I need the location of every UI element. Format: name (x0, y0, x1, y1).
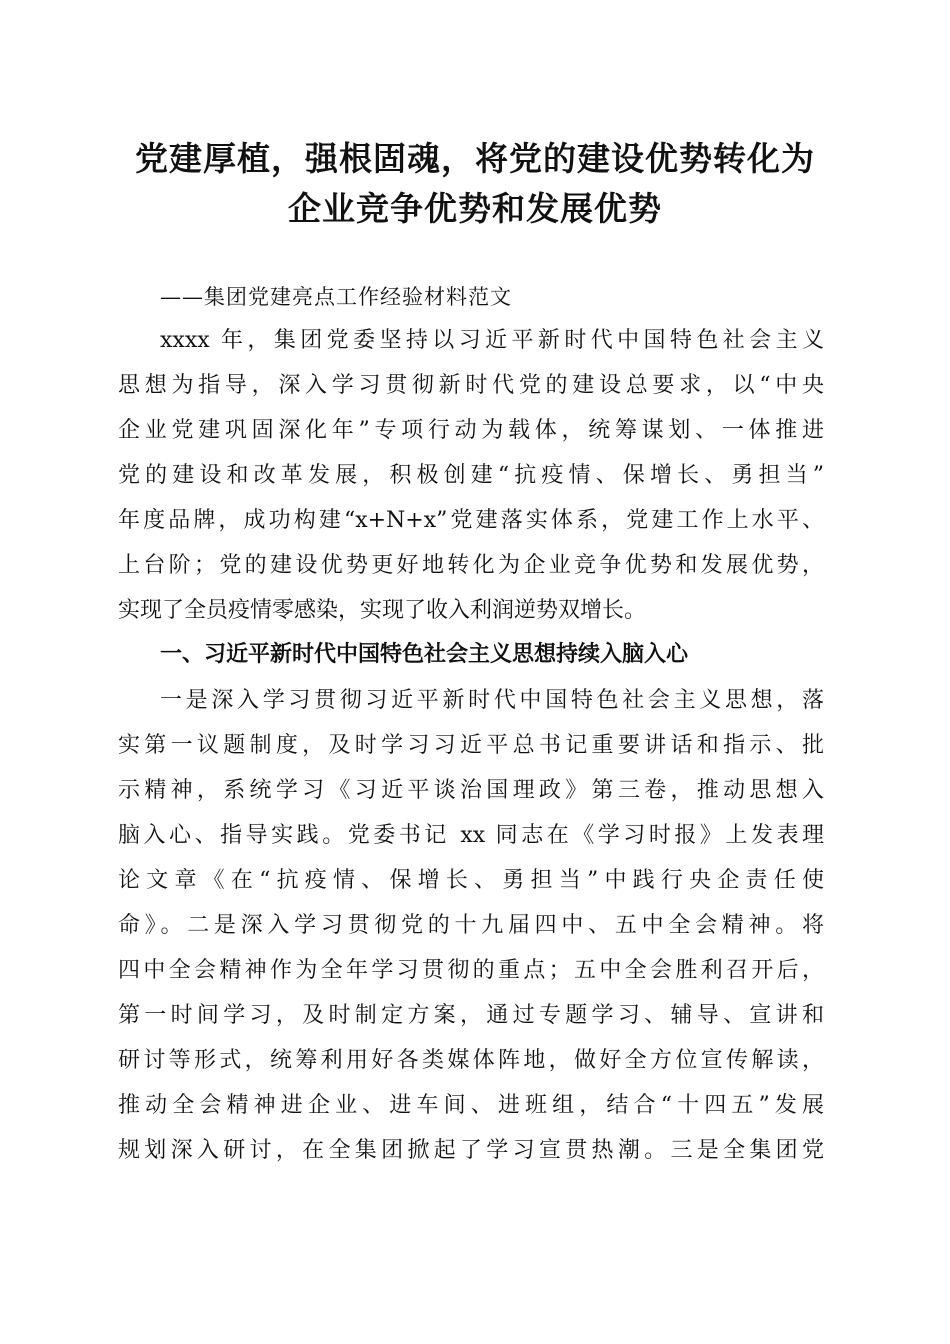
section-1-line-10: 推动全会精神进企业、进车间、进班组，结合“十四五”发展 (118, 1093, 824, 1118)
section-1-line-4: 脑入心、指导实践。党委书记 xx 同志在《学习时报》上发表理 (118, 823, 824, 848)
section-1-line-8: 第一时间学习，及时制定方案，通过专题学习、辅导、宣讲和 (118, 1003, 824, 1028)
section-1-line-6: 命》。二是深入学习贯彻党的十九届四中、五中全会精神。将 (118, 913, 824, 938)
intro-line-7: 实现了全员疫情零感染，实现了收入利润逆势双增长。 (118, 598, 647, 623)
intro-line-2: 思想为指导，深入学习贯彻新时代党的建设总要求，以“中央 (118, 373, 824, 398)
intro-line-3: 企业党建巩固深化年”专项行动为载体，统筹谋划、一体推进 (118, 418, 824, 443)
document-subtitle: ——集团党建亮点工作经验材料范文 (160, 285, 512, 309)
section-1-line-1: 一是深入学习贯彻习近平新时代中国特色社会主义思想，落 (160, 688, 824, 713)
section-1-line-9: 研讨等形式，统筹利用好各类媒体阵地，做好全方位宣传解读， (118, 1048, 824, 1073)
intro-line-5: 年度品牌，成功构建“x+N+x”党建落实体系，党建工作上水平、 (118, 508, 824, 533)
intro-line-4: 党的建设和改革发展，积极创建“抗疫情、保增长、勇担当” (118, 463, 824, 488)
section-1-line-2: 实第一议题制度，及时学习习近平总书记重要讲话和指示、批 (118, 733, 824, 758)
section-1-heading: 一、习近平新时代中国特色社会主义思想持续入脑入心 (160, 642, 689, 667)
intro-line-1: xxxx 年，集团党委坚持以习近平新时代中国特色社会主义 (160, 328, 824, 353)
section-1-line-3: 示精神，系统学习《习近平谈治国理政》第三卷，推动思想入 (118, 778, 824, 803)
document-title-line-2: 企业竞争优势和发展优势 (288, 189, 662, 228)
section-1-line-5: 论文章《在“抗疫情、保增长、勇担当”中践行央企责任使 (118, 868, 824, 893)
intro-line-6: 上台阶；党的建设优势更好地转化为企业竞争优势和发展优势， (118, 553, 824, 578)
document-title-line-1: 党建厚植，强根固魂，将党的建设优势转化为 (135, 139, 815, 178)
section-1-line-7: 四中全会精神作为全年学习贯彻的重点；五中全会胜利召开后， (118, 958, 824, 983)
section-1-line-11: 规划深入研讨，在全集团掀起了学习宣贯热潮。三是全集团党 (118, 1138, 824, 1163)
